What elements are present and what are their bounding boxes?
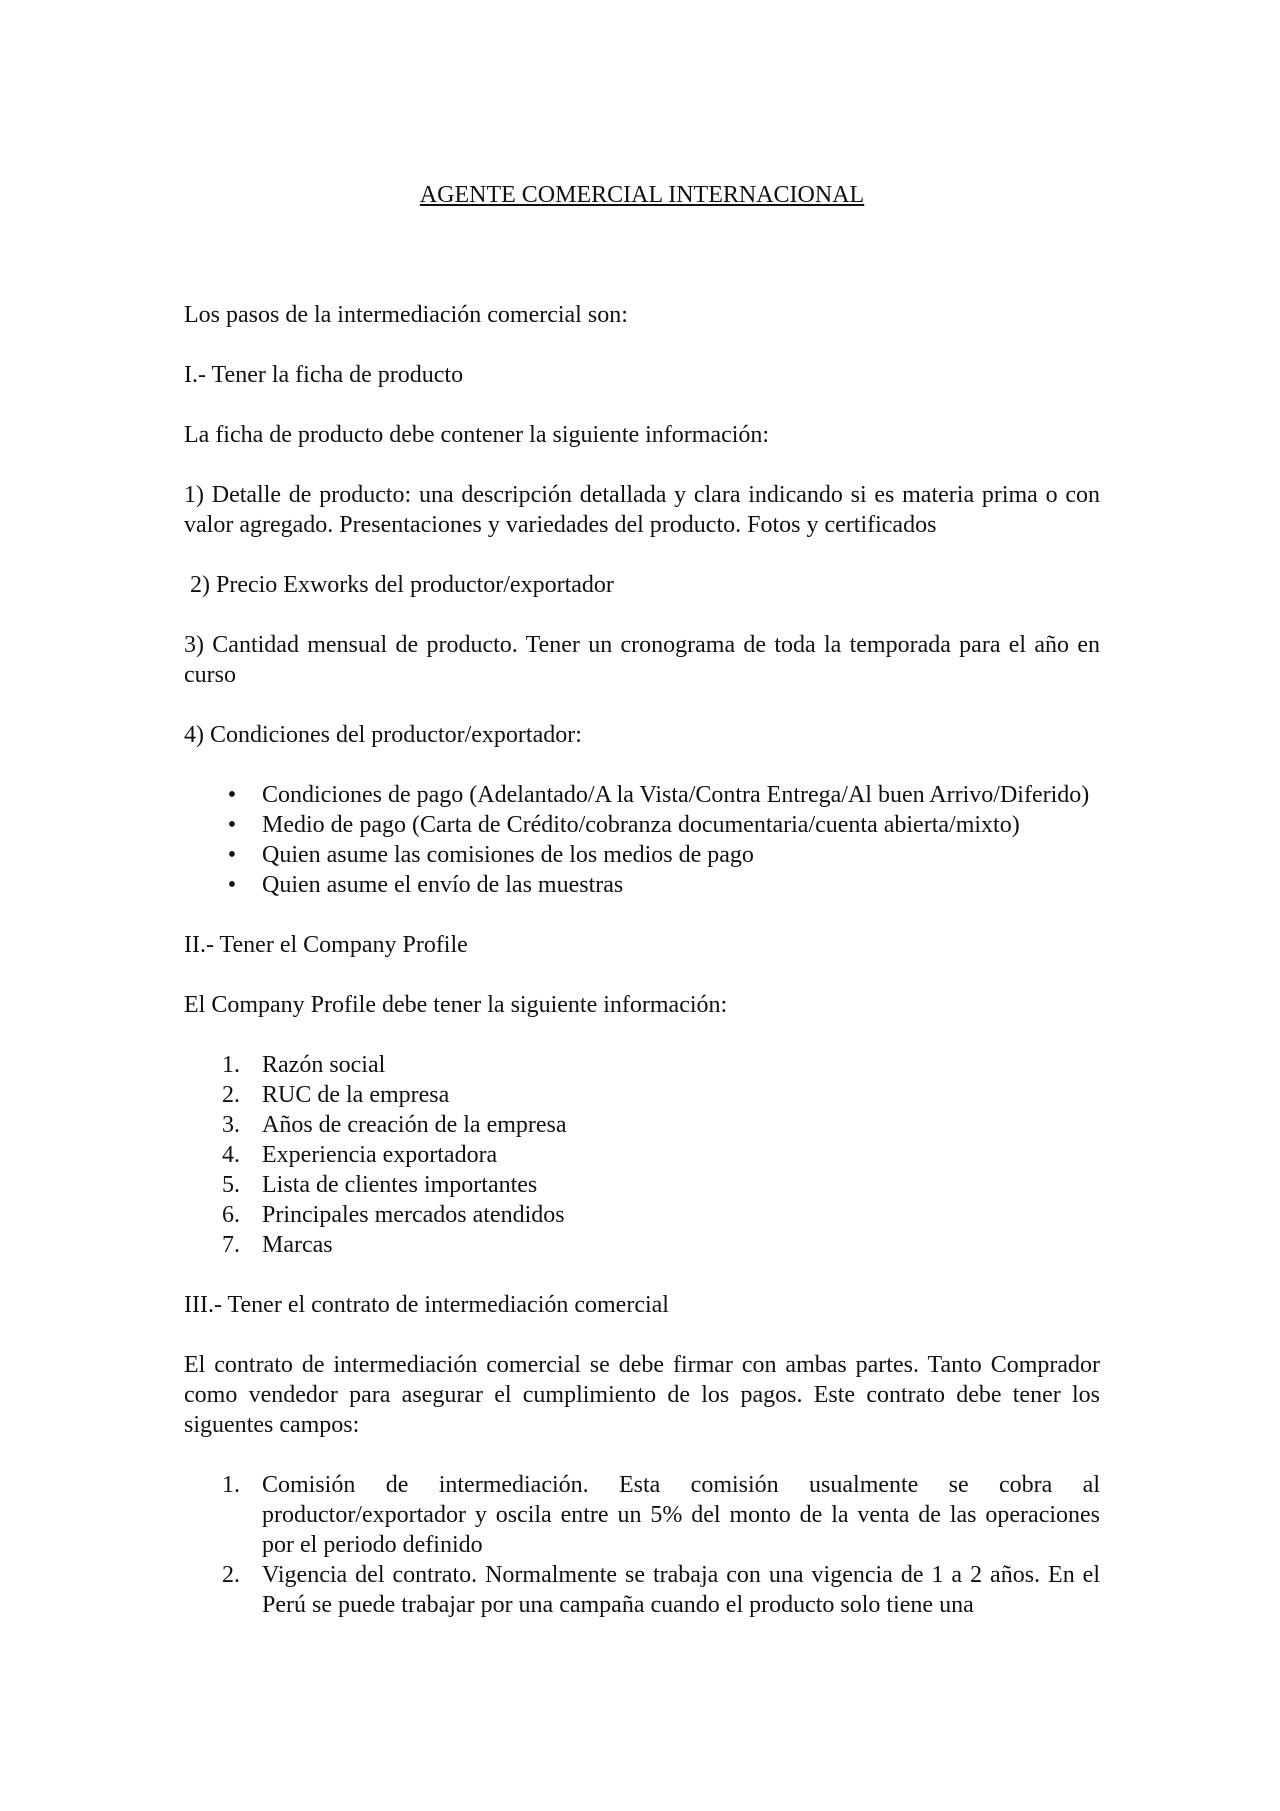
list-item-text: Razón social [262,1052,386,1078]
list-item-text: Vigencia del contrato. Normalmente se trabaja con una vigencia de 1 a 2 años. En el Perú se puede trabajar por una campaña cuando el producto solo tiene una [262,1562,1100,1618]
producer-conditions-item: 4) Condiciones del productor/exportador: [184,722,582,748]
contract-fields-list [184,1470,1100,1620]
list-number: 3. [222,1112,240,1138]
monthly-quantity-item: 3) Cantidad mensual de producto. Tener un cronograma de toda la temporada para el año en curso [184,632,1100,688]
list-number: 5. [222,1172,240,1198]
list-item [184,1080,1100,1110]
exworks-price-item: 2) Precio Exworks del productor/exportador [190,572,614,598]
section-2-lead: El Company Profile debe tener la siguiente información: [184,992,728,1018]
section-1-heading: I.- Tener la ficha de producto [184,362,464,388]
list-item [184,1110,1100,1140]
list-item [184,1200,1100,1230]
list-item-text: RUC de la empresa [262,1082,450,1108]
list-item [184,780,1100,810]
list-item-text: Quien asume el envío de las muestras [262,872,624,898]
list-number: 1. [222,1052,240,1078]
list-number: 4. [222,1142,240,1168]
list-item-text: Principales mercados atendidos [262,1202,565,1228]
list-number: 6. [222,1202,240,1228]
product-detail-item: 1) Detalle de producto: una descripción detallada y clara indicando si es materia prima o con valor agregado. Presentaciones y variedades del producto. Fotos y certificados [184,482,1100,538]
conditions-bullet-list [184,780,1100,900]
list-item [184,1230,1100,1260]
list-item-text: Comisión de intermediación. Esta comisión usualmente se cobra al productor/exportador y oscila entre un 5% del monto de la venta de las operaciones por el periodo definido [262,1472,1100,1558]
list-number: 2. [222,1562,240,1588]
list-item [184,1140,1100,1170]
intro-paragraph: Los pasos de la intermediación comercial son: [184,302,628,328]
list-item [184,870,1100,900]
section-1-lead: La ficha de producto debe contener la siguiente información: [184,422,770,448]
list-number: 2. [222,1082,240,1108]
list-item-text: Años de creación de la empresa [262,1112,567,1138]
document-title: AGENTE COMERCIAL INTERNACIONAL [419,182,865,208]
bullet-icon: • [227,812,237,838]
list-item-text: Marcas [262,1232,333,1258]
list-item [184,810,1100,840]
list-item [184,1470,1100,1560]
document-page [184,180,1100,1620]
bullet-icon: • [227,872,237,898]
list-item-text: Experiencia exportadora [262,1142,498,1168]
list-item [184,1560,1100,1620]
section-3-heading: III.- Tener el contrato de intermediación comercial [184,1292,669,1318]
bullet-icon: • [227,782,237,808]
list-number: 7. [222,1232,240,1258]
list-number: 1. [222,1472,240,1498]
bullet-icon: • [227,842,237,868]
list-item [184,1050,1100,1080]
list-item-text: Condiciones de pago (Adelantado/A la Vista/Contra Entrega/Al buen Arrivo/Diferido) [262,782,1090,808]
list-item-text: Medio de pago (Carta de Crédito/cobranza documentaria/cuenta abierta/mixto) [262,812,1020,838]
company-profile-list [184,1050,1100,1260]
section-3-lead: El contrato de intermediación comercial se debe firmar con ambas partes. Tanto Comprador como vendedor para asegurar el cumplimiento de los pagos. Este contrato debe tener los siguentes campos: [184,1352,1100,1438]
list-item-text: Quien asume las comisiones de los medios de pago [262,842,754,868]
list-item-text: Lista de clientes importantes [262,1172,538,1198]
list-item [184,1170,1100,1200]
section-2-heading: II.- Tener el Company Profile [184,932,468,958]
list-item [184,840,1100,870]
